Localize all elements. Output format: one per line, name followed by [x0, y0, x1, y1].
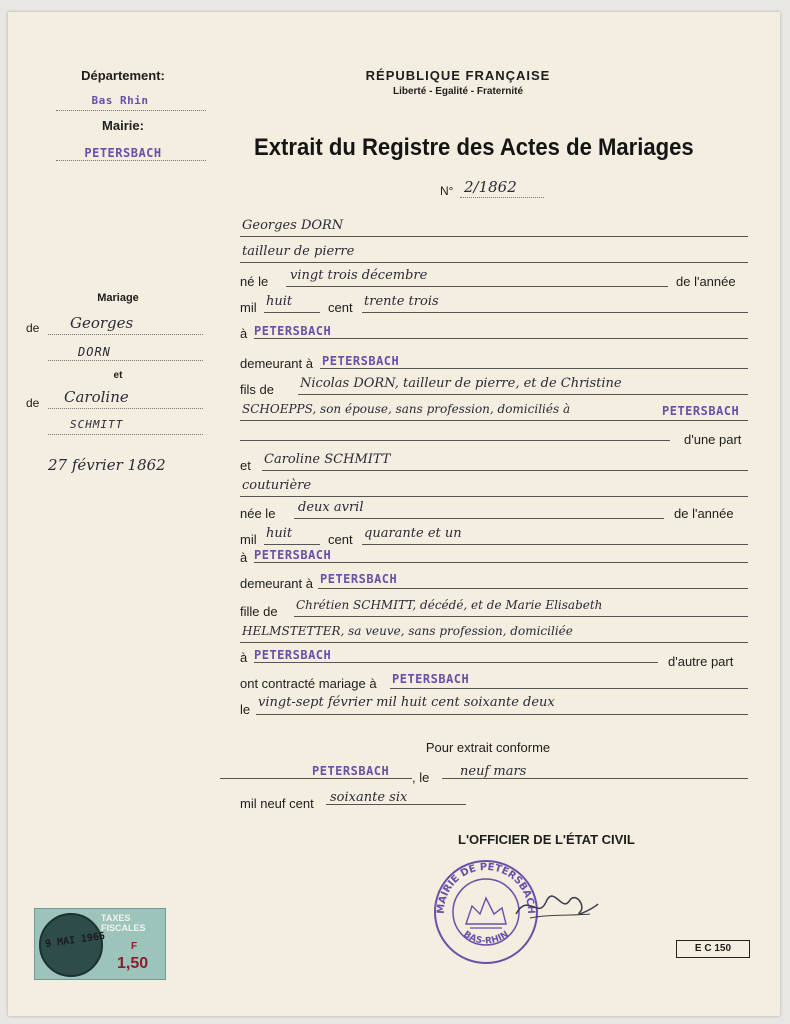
le-comma-label: , le	[412, 770, 430, 785]
mil-label: mil	[240, 300, 257, 315]
groom-last-name: DORN	[78, 345, 111, 359]
mairie-label: Mairie:	[102, 118, 144, 133]
officier-label: L'OFFICIER DE L'ÉTAT CIVIL	[458, 832, 635, 847]
bride-name: Caroline SCHMITT	[264, 452, 391, 467]
issue-year: soixante six	[330, 790, 408, 805]
bride-residence: PETERSBACH	[320, 572, 398, 586]
dune-part-label: d'une part	[684, 432, 742, 447]
de-label-1: de	[26, 321, 40, 335]
number-value: 2/1862	[464, 178, 517, 196]
bride-first-name: Caroline	[64, 388, 129, 406]
tax-stamp-letter: F	[131, 941, 138, 952]
groom-birth-day: vingt trois décembre	[290, 268, 428, 283]
issue-day: neuf mars	[460, 764, 527, 779]
bride-parents-line2: HELMSTETTER, sa veuve, sans profession, domiciliée	[242, 624, 573, 638]
bride-birth-day: deux avril	[298, 500, 364, 515]
et-label-main: et	[240, 458, 251, 473]
certificate-page	[8, 12, 780, 1016]
bride-birth-place: PETERSBACH	[254, 548, 332, 562]
bride-birth-thousands: huit	[266, 526, 293, 541]
groom-residence: PETERSBACH	[322, 354, 400, 368]
cent-label: cent	[328, 300, 353, 315]
groom-birth-thousands: huit	[266, 294, 293, 309]
bride-last-name: SCHMITT	[70, 418, 124, 431]
bride-parents-line1: Chrétien SCHMITT, décédé, et de Marie Elisabeth	[296, 598, 603, 612]
mil-label-2: mil	[240, 532, 257, 547]
seal-bottom-text: BAS-RHIN	[461, 929, 511, 947]
tax-stamp	[34, 908, 166, 980]
et-label: et	[113, 370, 123, 381]
fille-de-label: fille de	[240, 604, 278, 619]
de-label-2: de	[26, 396, 40, 410]
ne-le-label: né le	[240, 274, 269, 289]
groom-name: Georges DORN	[242, 218, 344, 233]
de-lannee-label-2: de l'année	[674, 506, 734, 521]
mil-neuf-cent-label: mil neuf cent	[240, 796, 314, 811]
republic-heading: RÉPUBLIQUE FRANÇAISE	[365, 68, 551, 83]
groom-parents-line1: Nicolas DORN, tailleur de pierre, et de Christine	[300, 376, 622, 391]
departement-label: Département:	[81, 68, 165, 83]
mairie-value: PETERSBACH	[84, 146, 162, 160]
form-code: E C 150	[676, 940, 750, 958]
tax-stamp-label: TAXES FISCALES	[101, 913, 146, 933]
seal-top-text: MAIRIE DE PETERSBACH	[435, 861, 537, 915]
motto: Liberté - Egalité - Fraternité	[392, 86, 524, 97]
bride-occupation: couturière	[242, 478, 312, 493]
bride-birth-year: quarante et un	[364, 526, 462, 541]
bride-parents-place: PETERSBACH	[254, 648, 332, 662]
issue-place: PETERSBACH	[312, 764, 390, 778]
groom-birth-place: PETERSBACH	[254, 324, 332, 338]
a-label-2: à	[240, 550, 248, 565]
fils-de-label: fils de	[240, 382, 274, 397]
departement-value: Bas Rhin	[91, 94, 149, 107]
svg-text:BAS-RHIN	[461, 930, 510, 947]
a-label: à	[240, 326, 248, 341]
cent-label-2: cent	[328, 532, 353, 547]
ont-contracte-label: ont contracté mariage à	[240, 676, 377, 691]
marriage-date: vingt-sept février mil huit cent soixante deux	[258, 695, 555, 710]
marriage-date-left: 27 février 1862	[48, 456, 166, 474]
tax-stamp-date: 9 MAI 1966	[44, 930, 106, 951]
mariage-label: Mariage	[97, 292, 139, 304]
document-title: Extrait du Registre des Actes de Mariages	[254, 134, 694, 161]
dautre-part-label: d'autre part	[668, 654, 734, 669]
groom-birth-year: trente trois	[364, 294, 439, 309]
groom-parents-line2: SCHOEPPS, son épouse, sans profession, domiciliés à	[242, 402, 571, 416]
bride-parents-a: à	[240, 650, 248, 665]
nee-le-label: née le	[240, 506, 276, 521]
de-lannee-label: de l'année	[676, 274, 736, 289]
signature	[510, 884, 600, 924]
marriage-place: PETERSBACH	[392, 672, 470, 686]
pour-extrait-label: Pour extrait conforme	[425, 740, 551, 755]
number-label: N°	[440, 184, 454, 198]
tax-stamp-value: 1,50	[117, 955, 149, 972]
groom-parents-place: PETERSBACH	[662, 404, 740, 418]
groom-occupation: tailleur de pierre	[242, 244, 355, 259]
groom-first-name: Georges	[70, 314, 134, 332]
demeurant-label-2: demeurant à	[240, 576, 313, 591]
le-label: le	[240, 702, 251, 717]
demeurant-label: demeurant à	[240, 356, 313, 371]
